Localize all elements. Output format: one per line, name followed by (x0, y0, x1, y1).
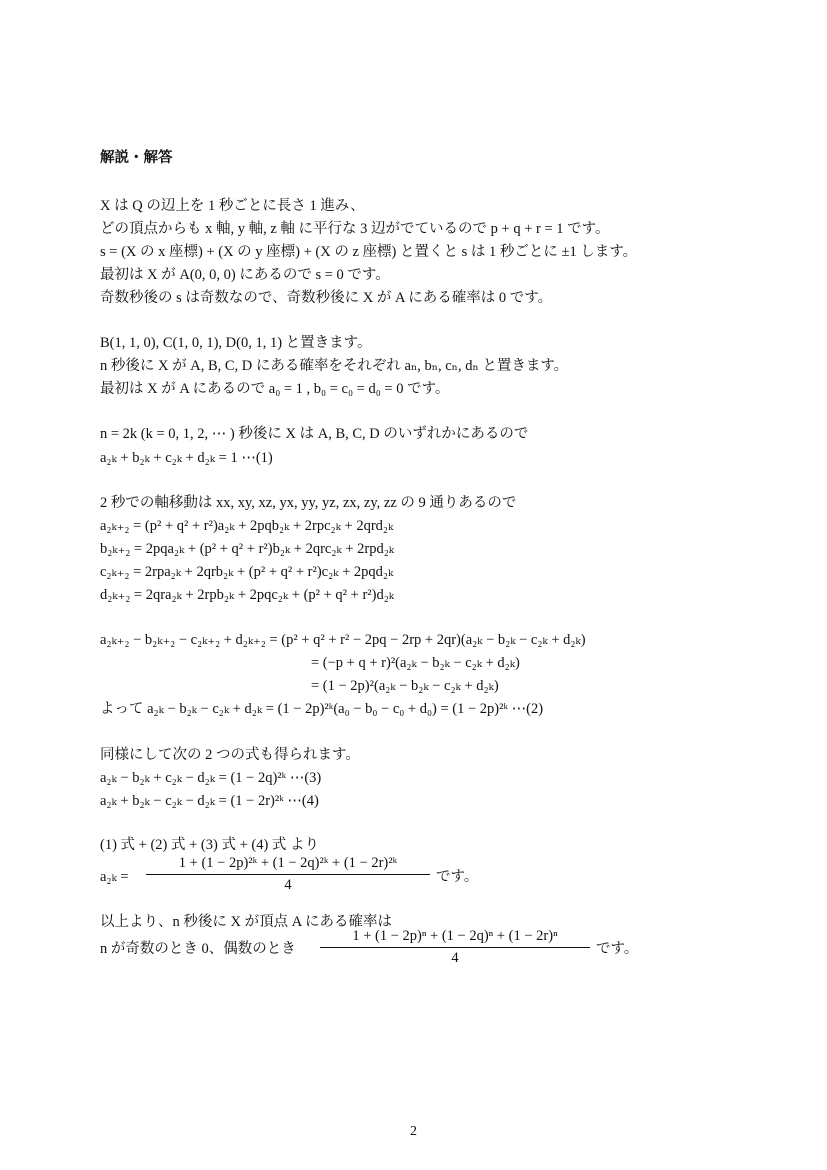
equation-line: a₂ₖ₊₂ = (p² + q² + r²)a₂ₖ + 2pqb₂ₖ + 2rpc₂ₖ + 2qrd₂ₖ (100, 518, 394, 534)
page-number: 2 (410, 1124, 417, 1139)
text-line: n 秒後に X が A, B, C, D にある確率をそれぞれ aₙ, bₙ, cₙ, dₙ と置きます。 (100, 358, 569, 374)
fraction-bar (146, 874, 430, 875)
text-line: B(1, 1, 0), C(1, 0, 1), D(0, 1, 1) と置きます。 (100, 335, 372, 351)
fraction-denominator: 4 (284, 877, 292, 893)
text-line: 以上より、n 秒後に X が頂点 A にある確率は (100, 914, 393, 930)
equation-line: a₂ₖ + b₂ₖ − c₂ₖ − d₂ₖ = (1 − 2r)²ᵏ ⋯(4) (100, 793, 319, 809)
fraction-bar (320, 947, 590, 948)
text-line: (1) 式 + (2) 式 + (3) 式 + (4) 式 より (100, 837, 320, 853)
text-line: X は Q の辺上を 1 秒ごとに長さ 1 進み、 (100, 198, 365, 214)
text-line: 同様にして次の 2 つの式も得られます。 (100, 747, 360, 763)
text-line: 奇数秒後の s は奇数なので、奇数秒後に X が A にある確率は 0 です。 (100, 290, 553, 306)
equation-line: a₂ₖ + b₂ₖ + c₂ₖ + d₂ₖ = 1 ⋯(1) (100, 450, 273, 466)
equation-line: b₂ₖ₊₂ = 2pqa₂ₖ + (p² + q² + r²)b₂ₖ + 2qrc₂ₖ + 2rpd₂ₖ (100, 541, 395, 557)
equation-line: d₂ₖ₊₂ = 2qra₂ₖ + 2rpb₂ₖ + 2pqc₂ₖ + (p² + q² + r²)d₂ₖ (100, 587, 395, 603)
text-line: 最初は X が A にあるので a₀ = 1 , b₀ = c₀ = d₀ = 0 です。 (100, 381, 450, 397)
equation-line: a₂ₖ − b₂ₖ + c₂ₖ − d₂ₖ = (1 − 2q)²ᵏ ⋯(3) (100, 770, 322, 786)
fraction-numerator: 1 + (1 − 2p)ⁿ + (1 − 2q)ⁿ + (1 − 2r)ⁿ (352, 928, 558, 944)
text-line: n が奇数のとき 0、偶数のとき (100, 941, 296, 957)
equation-line: a₂ₖ₊₂ − b₂ₖ₊₂ − c₂ₖ₊₂ + d₂ₖ₊₂ = (p² + q² + r² − 2pq − 2rp + 2qr)(a₂ₖ − b₂ₖ − c₂ₖ + d₂ₖ) (100, 632, 586, 648)
equation-lhs: a₂ₖ = (100, 869, 129, 885)
equation-line: = (−p + q + r)²(a₂ₖ − b₂ₖ − c₂ₖ + d₂ₖ) (311, 655, 520, 671)
text-line: です。 (436, 869, 479, 885)
text-line: 最初は X が A(0, 0, 0) にあるので s = 0 です。 (100, 267, 390, 283)
equation-line: よって a₂ₖ − b₂ₖ − c₂ₖ + d₂ₖ = (1 − 2p)²ᵏ(a₀ − b₀ − c₀ + d₀) = (1 − 2p)²ᵏ ⋯(2) (100, 701, 544, 717)
text-line: s = (X の x 座標) + (X の y 座標) + (X の z 座標) と置くと s は 1 秒ごとに ±1 します。 (100, 244, 638, 260)
fraction (146, 854, 430, 895)
text-line: です。 (596, 941, 639, 957)
fraction (320, 927, 590, 968)
equation-line: = (1 − 2p)²(a₂ₖ − b₂ₖ − c₂ₖ + d₂ₖ) (311, 678, 499, 694)
fraction-numerator: 1 + (1 − 2p)²ᵏ + (1 − 2q)²ᵏ + (1 − 2r)²ᵏ (178, 855, 398, 871)
text-line: 2 秒での軸移動は xx, xy, xz, yx, yy, yz, zx, zy, zz の 9 通りあるので (100, 495, 517, 511)
fraction-denominator: 4 (451, 950, 459, 966)
section-heading: 解説・解答 (100, 150, 173, 166)
text-line: どの頂点からも x 軸, y 軸, z 軸 に平行な 3 辺がでているので p + q + r = 1 です。 (100, 221, 610, 237)
text-line: n = 2k (k = 0, 1, 2, ⋯ ) 秒後に X は A, B, C, D のいずれかにあるので (100, 426, 529, 442)
equation-line: c₂ₖ₊₂ = 2rpa₂ₖ + 2qrb₂ₖ + (p² + q² + r²)c₂ₖ + 2pqd₂ₖ (100, 564, 394, 580)
